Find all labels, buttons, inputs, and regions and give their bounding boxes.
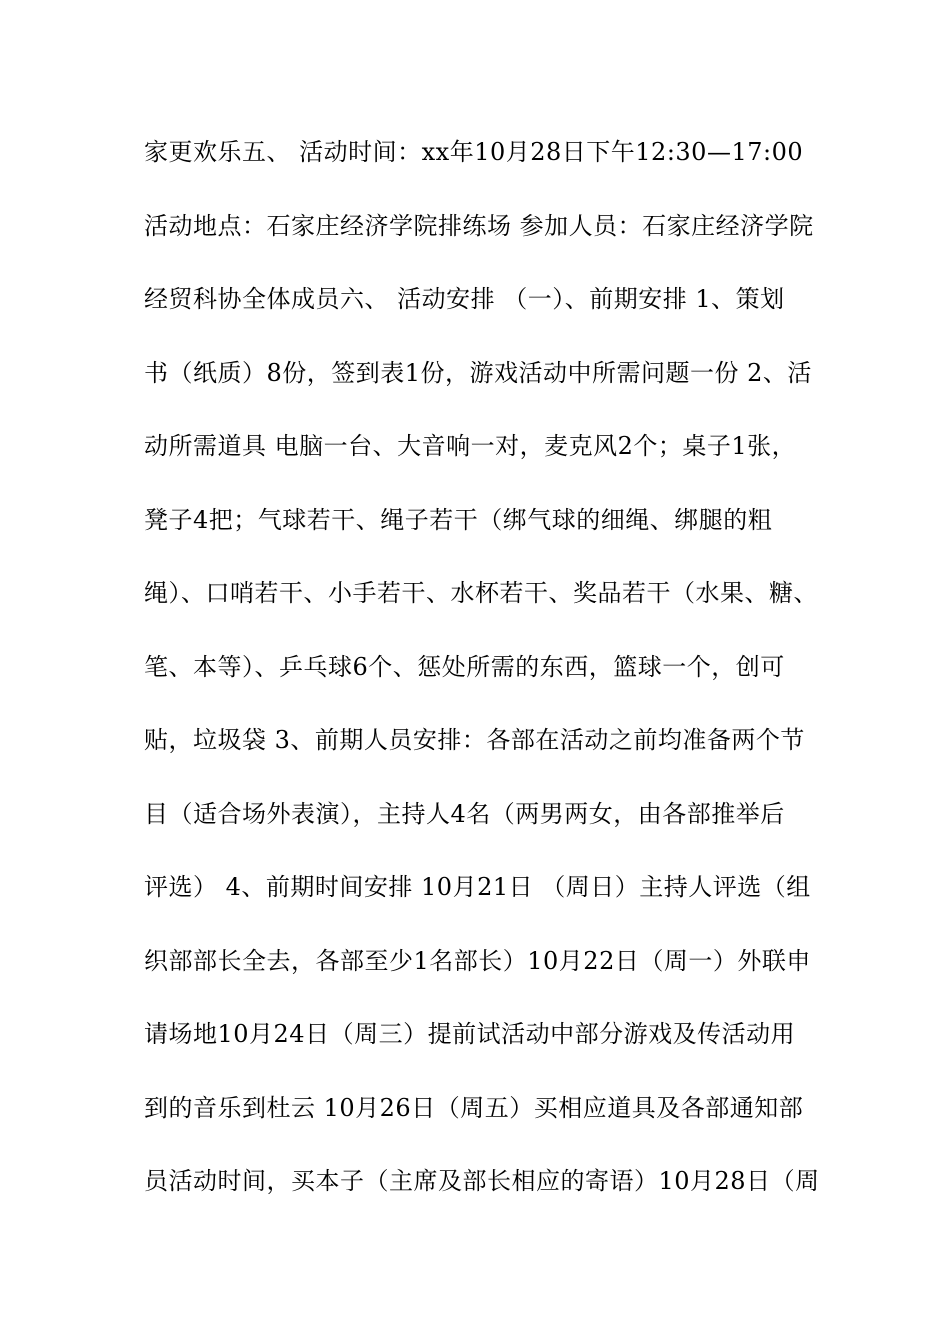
text-line: 凳子4把；气球若干、绳子若干（绑气球的细绳、绑腿的粗: [144, 505, 773, 534]
text-line: 目（适合场外表演），主持人4名（两男两女，由各部推举后: [144, 799, 785, 828]
text-line: 员活动时间，买本子（主席及部长相应的寄语）10月28日（周: [144, 1167, 820, 1195]
text-line: 书（纸质）8份，签到表1份，游戏活动中所需问题一份 2、活: [144, 358, 812, 387]
text-line: 家更欢乐五、 活动时间：xx年10月28日下午12:30—17:00: [144, 138, 804, 166]
text-line: 织部部长全去，各部至少1名部长）10月22日（周一）外联申: [144, 946, 811, 975]
text-line: 动所需道具 电脑一台、大音响一对，麦克风2个；桌子1张，: [144, 432, 797, 460]
body-text: [144, 132, 824, 1235]
text-line: 贴，垃圾袋 3、前期人员安排：各部在活动之前均准备两个节: [144, 726, 805, 754]
text-line: 笔、本等）、乒乓球6个、惩处所需的东西，篮球一个，创可: [144, 652, 785, 681]
text-line: 到的音乐到杜云 10月26日（周五）买相应道具及各部通知部: [144, 1093, 804, 1122]
text-line: 经贸科协全体成员六、 活动安排 （一）、前期安排 1、策划: [144, 285, 785, 313]
text-line: 活动地点：石家庄经济学院排练场 参加人员：石家庄经济学院: [144, 211, 814, 240]
text-line: 评选） 4、前期时间安排 10月21日 （周日）主持人评选（组: [144, 873, 811, 901]
text-line: 绳）、口哨若干、小手若干、水杯若干、奖品若干（水果、糖、: [144, 579, 818, 607]
text-line: 请场地10月24日（周三）提前试活动中部分游戏及传活动用: [144, 1020, 796, 1048]
